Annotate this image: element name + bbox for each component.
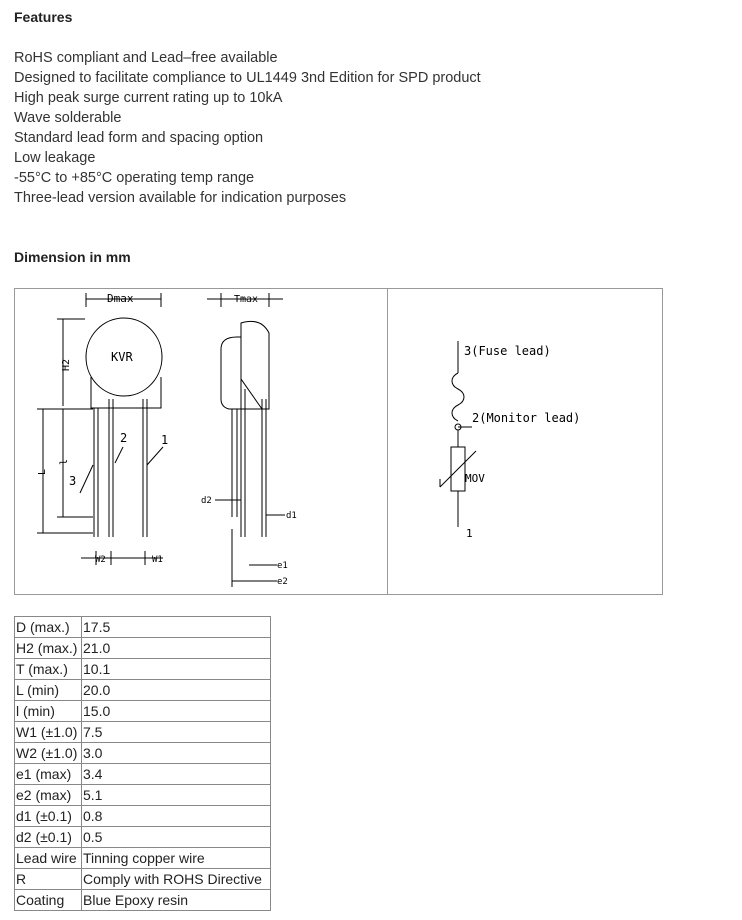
value-cell: 5.1 (82, 785, 271, 806)
lead1-label: 1 (161, 433, 169, 447)
w1-label: W1 (152, 555, 163, 565)
monitor-lead-label: 2(Monitor lead) (472, 411, 581, 425)
param-cell: R (15, 869, 82, 890)
e2-label: e2 (277, 577, 288, 587)
value-cell: 3.0 (82, 743, 271, 764)
dimension-heading: Dimension in mm (14, 249, 131, 265)
param-cell: W2 (±1.0) (15, 743, 82, 764)
l-lower-label: l (59, 458, 70, 465)
lead3-label: 3 (69, 474, 77, 488)
param-cell: e1 (max) (15, 764, 82, 785)
dimension-drawing (14, 288, 663, 595)
feature-list (14, 48, 481, 208)
table-row (15, 638, 271, 659)
w2-label: W2 (95, 555, 106, 565)
varistor-outline-drawing (15, 289, 387, 594)
feature-item: Standard lead form and spacing option (14, 130, 264, 146)
param-cell: T (max.) (15, 659, 82, 680)
table-row (15, 848, 271, 869)
fuse-lead-label: 3(Fuse lead) (464, 344, 551, 358)
param-cell: H2 (max.) (15, 638, 82, 659)
param-cell: Lead wire (15, 848, 82, 869)
tmax-label: Tmax (234, 294, 259, 305)
e1-label: e1 (277, 561, 288, 571)
value-cell: 0.5 (82, 827, 271, 848)
value-cell: 10.1 (82, 659, 271, 680)
table-row (15, 743, 271, 764)
dimension-table (14, 616, 271, 911)
table-row (15, 722, 271, 743)
table-row (15, 659, 271, 680)
mov-label: MOV (465, 472, 485, 485)
value-cell: 7.5 (82, 722, 271, 743)
body-text-label: KVR (111, 350, 133, 364)
value-cell: 15.0 (82, 701, 271, 722)
param-cell: L (min) (15, 680, 82, 701)
feature-item: RoHS compliant and Lead–free available (14, 50, 278, 66)
mov-schematic (388, 289, 664, 594)
table-row (15, 869, 271, 890)
param-cell: d1 (±0.1) (15, 806, 82, 827)
schematic-lead1-label: 1 (466, 527, 473, 540)
d2-label: d2 (201, 496, 212, 506)
feature-item: Low leakage (14, 150, 96, 166)
value-cell: Blue Epoxy resin (82, 890, 271, 911)
features-heading: Features (14, 9, 73, 25)
feature-item: Designed to facilitate compliance to UL1449 3nd Edition for SPD product (14, 70, 481, 86)
table-row (15, 827, 271, 848)
feature-item: Three-lead version available for indication purposes (14, 190, 347, 206)
param-cell: Coating (15, 890, 82, 911)
l-label: L (37, 468, 48, 475)
value-cell: 17.5 (82, 617, 271, 638)
d1-label: d1 (286, 511, 297, 521)
param-cell: W1 (±1.0) (15, 722, 82, 743)
param-cell: e2 (max) (15, 785, 82, 806)
param-cell: l (min) (15, 701, 82, 722)
value-cell: 21.0 (82, 638, 271, 659)
value-cell: 3.4 (82, 764, 271, 785)
dmax-label: Dmax (107, 292, 134, 305)
table-row (15, 890, 271, 911)
param-cell: D (max.) (15, 617, 82, 638)
table-row (15, 680, 271, 701)
value-cell: Tinning copper wire (82, 848, 271, 869)
lead2-label: 2 (120, 431, 128, 445)
feature-item: -55°C to +85°C operating temp range (14, 170, 255, 186)
value-cell: 0.8 (82, 806, 271, 827)
table-row (15, 806, 271, 827)
table-row (15, 785, 271, 806)
param-cell: d2 (±0.1) (15, 827, 82, 848)
value-cell: 20.0 (82, 680, 271, 701)
value-cell: Comply with ROHS Directive (82, 869, 271, 890)
table-row (15, 617, 271, 638)
feature-item: Wave solderable (14, 110, 122, 126)
feature-item: High peak surge current rating up to 10kA (14, 90, 283, 106)
table-row (15, 764, 271, 785)
table-row (15, 701, 271, 722)
h2-label: H2 (61, 358, 72, 371)
